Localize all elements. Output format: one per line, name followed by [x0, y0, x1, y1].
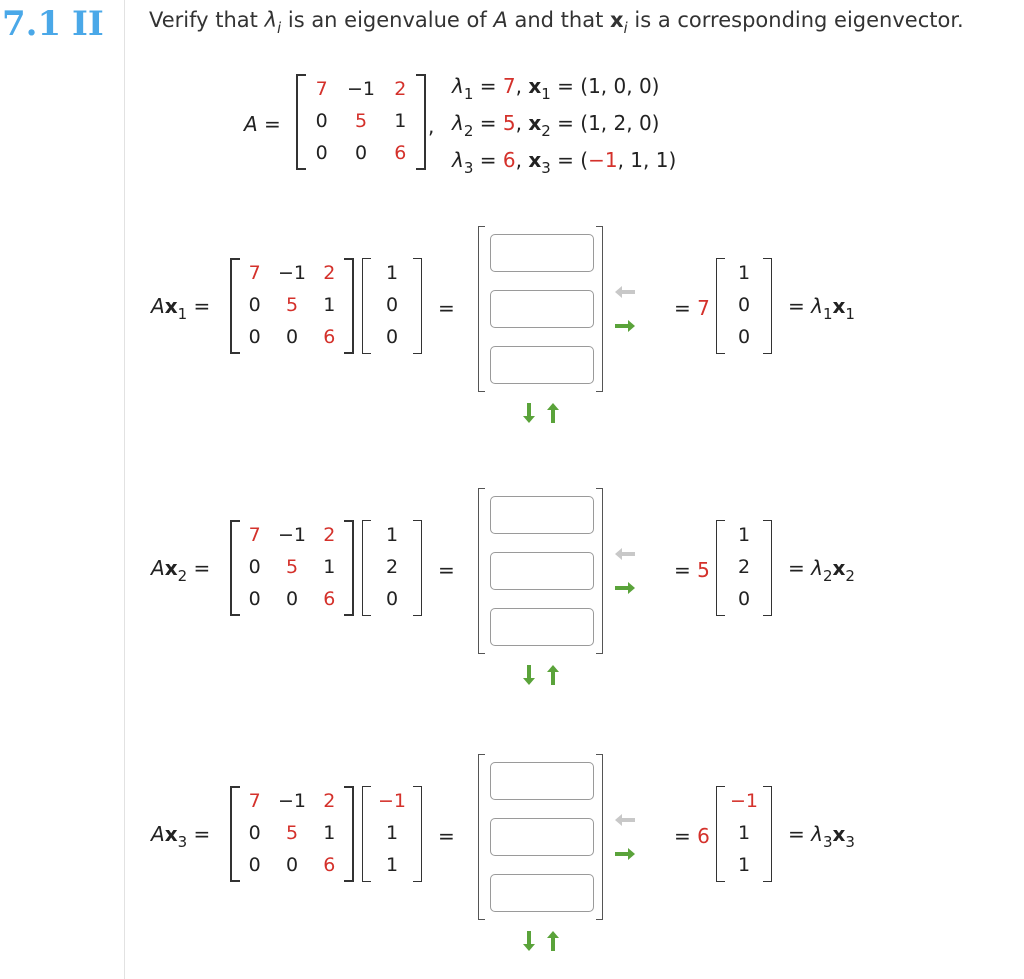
add-column-arrow-icon[interactable]	[614, 318, 636, 337]
matrix-cell: 5	[354, 110, 368, 132]
badge-roman: II	[72, 4, 104, 44]
matrix-cell: 5	[285, 294, 299, 316]
step-scalar-product: = 6	[674, 824, 710, 848]
add-column-arrow-icon[interactable]	[614, 846, 636, 865]
matrix-cell: 2	[737, 556, 751, 578]
answer-bracket-right	[596, 488, 603, 654]
matrix-cell: 0	[385, 588, 399, 610]
remove-row-arrow-icon[interactable]	[546, 930, 560, 956]
matrix-cell: 1	[737, 524, 751, 546]
matrix-cell: 0	[285, 854, 299, 876]
step-lhs-label: $Ax_2$ =	[151, 556, 211, 585]
answer-input-1[interactable]	[490, 496, 594, 534]
add-row-arrow-icon[interactable]	[522, 664, 536, 690]
matrix-cell: 1	[385, 524, 399, 546]
matrix-cell: 1	[737, 854, 751, 876]
answer-input-3[interactable]	[490, 346, 594, 384]
step-equals: =	[438, 824, 455, 848]
matrix-cell: 2	[385, 556, 399, 578]
remove-row-arrow-icon[interactable]	[546, 402, 560, 428]
matrix-cell: 0	[385, 294, 399, 316]
matrix-cell: −1	[346, 78, 375, 100]
answer-bracket-left	[478, 488, 485, 654]
shrink-columns-arrow-icon[interactable]	[614, 812, 636, 831]
matrix-cell: 1	[385, 854, 399, 876]
matrix-cell: 0	[737, 588, 751, 610]
matrix-cell: −1	[277, 790, 306, 812]
shrink-columns-arrow-icon[interactable]	[614, 284, 636, 303]
matrix-a-definition	[296, 74, 426, 170]
matrix-cell: 1	[323, 822, 336, 844]
step-lhs-label: $Ax_3$ =	[151, 822, 211, 851]
matrix-cell: −1	[377, 790, 406, 812]
answer-input-3[interactable]	[490, 608, 594, 646]
matrix-cell: 0	[354, 142, 368, 164]
step-matrix-a	[230, 520, 354, 616]
matrix-cell: 7	[248, 524, 261, 546]
step-vector-x	[362, 786, 422, 882]
eigen-pair-2: $\lambda_2 = 5$, $x_2 = (1$, 2, 0)	[452, 111, 660, 140]
matrix-cell: 0	[385, 326, 399, 348]
left-margin-rule	[124, 0, 125, 979]
answer-input-2[interactable]	[490, 290, 594, 328]
matrix-cell: 6	[323, 854, 336, 876]
definition-comma: ,	[428, 114, 435, 138]
answer-input-1[interactable]	[490, 234, 594, 272]
add-row-arrow-icon[interactable]	[522, 930, 536, 956]
matrix-cell: 1	[394, 110, 407, 132]
answer-bracket-right	[596, 754, 603, 920]
step-lhs-label: $Ax_1$ =	[151, 294, 211, 323]
step-equals: =	[438, 558, 455, 582]
step-rhs-label: = $\lambda_2x_2$	[788, 556, 855, 585]
matrix-cell: −1	[277, 262, 306, 284]
matrix-cell: 0	[285, 588, 299, 610]
step-rhs-label: = $\lambda_3x_3$	[788, 822, 855, 851]
matrix-cell: 2	[323, 790, 336, 812]
badge-number: 7.1	[2, 4, 62, 44]
step-matrix-a	[230, 786, 354, 882]
problem-prompt: Verify that $\lambda_i$ is an eigenvalue of A and that $x_i$ is a corresponding eigenvector.	[149, 8, 964, 37]
matrix-cell: 0	[248, 854, 261, 876]
step-result-vector	[716, 786, 772, 882]
step-vector-x	[362, 258, 422, 354]
matrix-cell: 5	[285, 822, 299, 844]
step-matrix-a	[230, 258, 354, 354]
answer-input-1[interactable]	[490, 762, 594, 800]
answer-input-3[interactable]	[490, 874, 594, 912]
matrix-cell: 2	[394, 78, 407, 100]
matrix-cell: 0	[248, 556, 261, 578]
eigen-pair-1: $\lambda_1 = 7$, $x_1 = (1$, 0, 0)	[452, 74, 660, 103]
matrix-cell: 1	[385, 822, 399, 844]
matrix-cell: 0	[248, 294, 261, 316]
step-scalar-product: = 5	[674, 558, 710, 582]
matrix-cell: 6	[323, 588, 336, 610]
matrix-cell: 0	[737, 294, 751, 316]
answer-bracket-left	[478, 226, 485, 392]
answer-bracket-right	[596, 226, 603, 392]
add-row-arrow-icon[interactable]	[522, 402, 536, 428]
matrix-cell: 0	[737, 326, 751, 348]
matrix-cell: 0	[248, 588, 261, 610]
matrix-cell: −1	[277, 524, 306, 546]
matrix-cell: 6	[323, 326, 336, 348]
matrix-cell: 5	[285, 556, 299, 578]
step-result-vector	[716, 258, 772, 354]
step-result-vector	[716, 520, 772, 616]
problem-badge	[2, 4, 114, 48]
add-column-arrow-icon[interactable]	[614, 580, 636, 599]
matrix-cell: 0	[315, 142, 328, 164]
matrix-cell: 6	[394, 142, 407, 164]
matrix-cell: 0	[315, 110, 328, 132]
matrix-a-label: A =	[244, 112, 281, 136]
step-equals: =	[438, 296, 455, 320]
matrix-cell: 2	[323, 262, 336, 284]
matrix-cell: 7	[315, 78, 328, 100]
matrix-cell: 1	[385, 262, 399, 284]
matrix-cell: 0	[248, 822, 261, 844]
answer-bracket-left	[478, 754, 485, 920]
matrix-cell: 0	[285, 326, 299, 348]
shrink-columns-arrow-icon[interactable]	[614, 546, 636, 565]
eigen-pair-3: $\lambda_3 = 6$, $x_3 = (-1$, 1, 1)	[452, 148, 677, 177]
matrix-cell: 7	[248, 790, 261, 812]
remove-row-arrow-icon[interactable]	[546, 664, 560, 690]
matrix-cell: 1	[737, 262, 751, 284]
matrix-cell: 2	[323, 524, 336, 546]
matrix-cell: 1	[737, 822, 751, 844]
answer-input-2[interactable]	[490, 818, 594, 856]
matrix-cell: −1	[729, 790, 758, 812]
matrix-cell: 1	[323, 294, 336, 316]
answer-input-2[interactable]	[490, 552, 594, 590]
matrix-cell: 7	[248, 262, 261, 284]
matrix-cell: 0	[248, 326, 261, 348]
step-rhs-label: = $\lambda_1x_1$	[788, 294, 855, 323]
step-vector-x	[362, 520, 422, 616]
matrix-cell: 1	[323, 556, 336, 578]
step-scalar-product: = 7	[674, 296, 710, 320]
